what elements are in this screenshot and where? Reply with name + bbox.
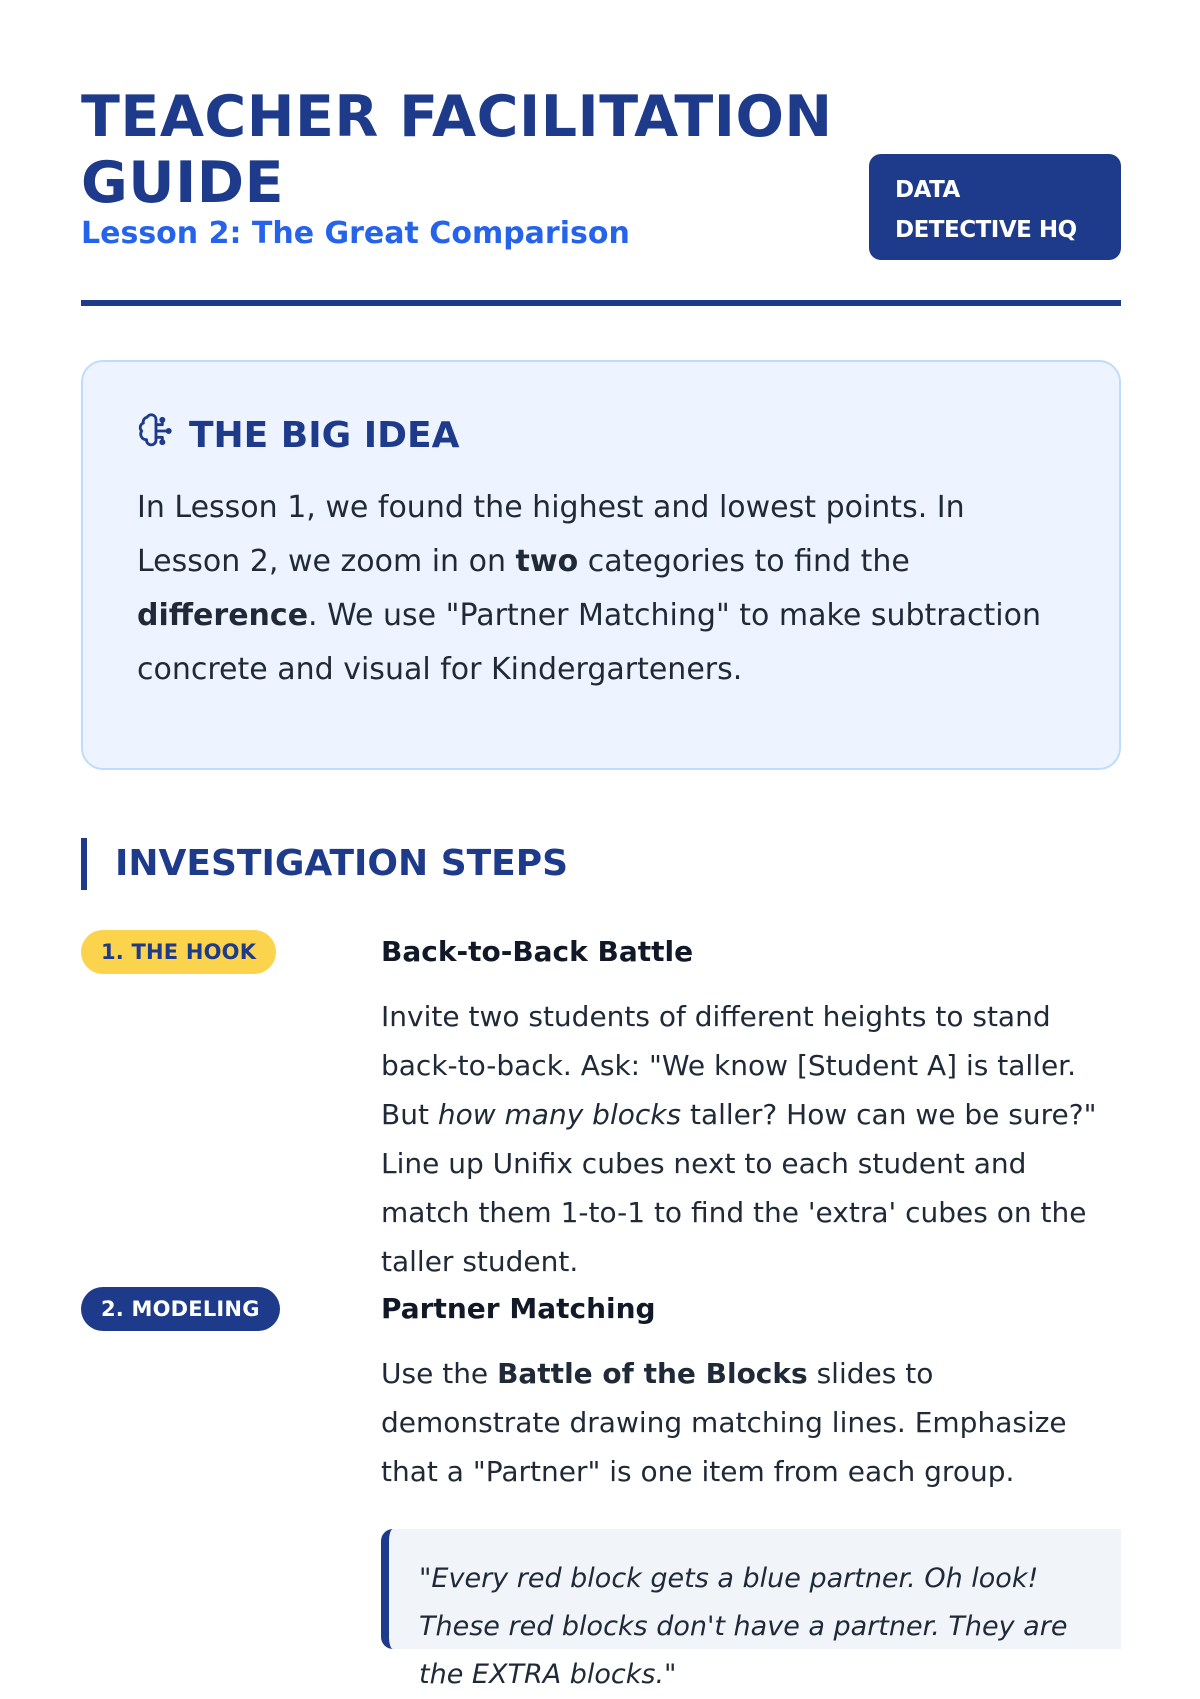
brain-icon	[137, 412, 175, 459]
hq-badge-line1: DATA	[895, 177, 960, 203]
big-idea-title: THE BIG IDEA	[189, 415, 460, 456]
step-title: Partner Matching	[381, 1292, 656, 1325]
step-description: Use the Battle of the Blocks slides to demonstrate drawing matching lines. Emphasize that a "Partner" is one item from each group.	[381, 1357, 1067, 1488]
step-description: Invite two students of different heights to stand back-to-back. Ask: "We know [Student A] is taller. But how many blocks taller? How can we be sure?" Line up Unifix cubes next to each student and match them 1-to-1 to find the 'extra' cubes on the taller student.	[381, 1000, 1097, 1278]
step-content	[381, 1287, 1121, 1496]
teacher-script-quote: "Every red block gets a blue partner. Oh look! These red blocks don't have a partner. They are the EXTRA blocks."	[381, 1529, 1121, 1649]
big-idea-text: In Lesson 1, we found the highest and lowest points. In Lesson 2, we zoom in on two categories to find the difference. We use "Partner Matching" to make subtraction concrete and visual for Kindergarteners.	[137, 490, 1041, 687]
step-title: Back-to-Back Battle	[381, 935, 694, 968]
hq-badge	[869, 154, 1121, 260]
page-header	[81, 84, 1121, 304]
big-idea-callout	[81, 360, 1121, 770]
lesson-subtitle: Lesson 2: The Great Comparison	[81, 216, 630, 251]
step-badge: 2. MODELING	[81, 1287, 280, 1331]
step-content	[381, 930, 1121, 1286]
big-idea-heading	[137, 412, 1065, 459]
page-title: TEACHER FACILITATION GUIDE	[81, 84, 833, 216]
investigation-steps-heading: INVESTIGATION STEPS	[81, 838, 568, 890]
header-divider	[81, 300, 1121, 306]
step-badge: 1. THE HOOK	[81, 930, 276, 974]
hq-badge-line2: DETECTIVE HQ	[895, 217, 1077, 243]
